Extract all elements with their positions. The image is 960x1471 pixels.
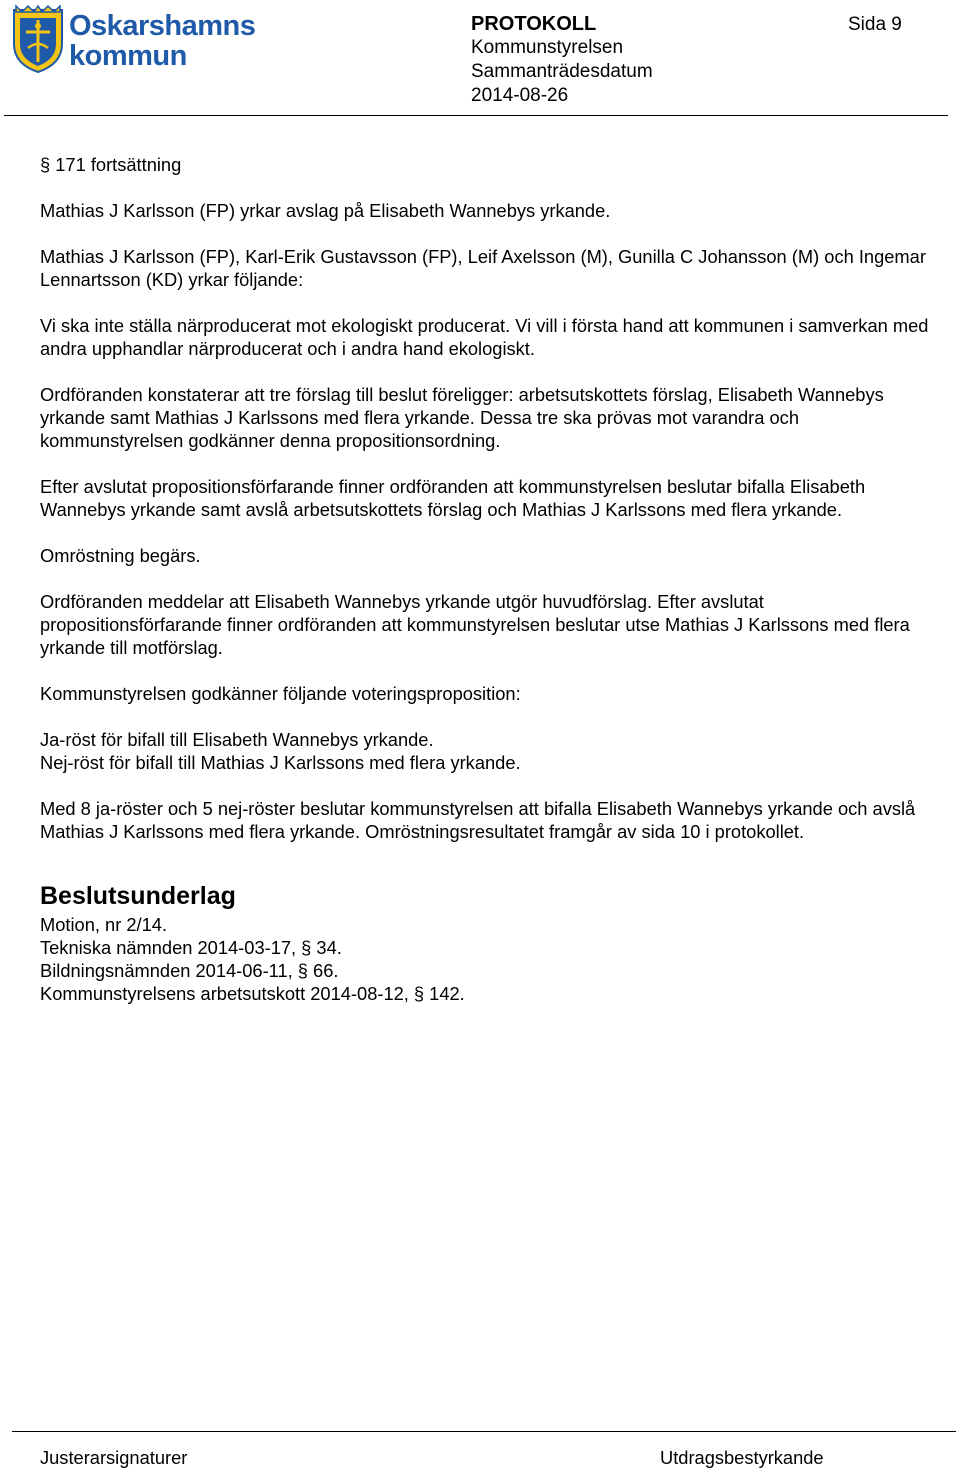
document-header — [471, 12, 653, 108]
section-heading: § 171 fortsättning — [40, 154, 182, 175]
paragraph: Vi ska inte ställa närproducerat mot ekologiskt producerat. Vi vill i första hand att kommunen i samverkan med andra upphandlar närproducerat och i andra hand ekologiskt. — [40, 315, 929, 359]
paragraph: Efter avslutat propositionsförfarande finner ordföranden att kommunstyrelsen beslutar bifalla Elisabeth Wannebys yrkande samt avslå arbetsutskottets förslag och Mathias J Karlssons med flera yrkande. — [40, 476, 866, 520]
basis-heading: Beslutsunderlag — [40, 882, 236, 910]
paragraph: Omröstning begärs. — [40, 545, 201, 566]
organ-name: Kommunstyrelsen — [471, 37, 624, 58]
municipality-logo — [12, 4, 262, 76]
paragraph: Mathias J Karlsson (FP), Karl-Erik Gustavsson (FP), Leif Axelsson (M), Gunilla C Johansson (M) och Ingemar Lennartsson (KD) yrkar följande: — [40, 246, 926, 290]
logo-line-2: kommun — [69, 40, 187, 72]
page-number: Sida 9 — [848, 14, 902, 35]
paragraph: Ordföranden konstaterar att tre förslag till beslut föreligger: arbetsutskottets förslag, Elisabeth Wannebys yrkande samt Mathias J Karlssons med flera yrkande. Dessa tre ska prövas mot varandra och kommunstyrelsen godkänner denna propositionsordning. — [40, 384, 884, 451]
footer-signatures-label: Justerarsignaturer — [40, 1447, 188, 1468]
document-type: PROTOKOLL — [471, 13, 597, 35]
basis-item: Tekniska nämnden 2014-03-17, § 34. — [40, 937, 342, 958]
basis-item: Bildningsnämnden 2014-06-11, § 66. — [40, 960, 339, 981]
vote-proposition — [40, 728, 930, 774]
header-divider — [4, 115, 948, 116]
meeting-date: 2014-08-26 — [471, 85, 569, 106]
vote-ja: Ja-röst för bifall till Elisabeth Wannebys yrkande. — [40, 729, 434, 750]
protocol-body — [40, 153, 930, 1005]
basis-item: Kommunstyrelsens arbetsutskott 2014-08-12, § 142. — [40, 983, 465, 1004]
paragraph: Ordföranden meddelar att Elisabeth Wannebys yrkande utgör huvudförslag. Efter avslutat propositionsförfarande finner ordföranden att kommunstyrelsen beslutar utse Mathias J Karlssons med flera yrkande till motförslag. — [40, 591, 910, 658]
meeting-date-label: Sammanträdesdatum — [471, 61, 653, 82]
logo-line-1: Oskarshamns — [69, 10, 256, 42]
footer-divider — [12, 1431, 956, 1432]
paragraph: Mathias J Karlsson (FP) yrkar avslag på Elisabeth Wannebys yrkande. — [40, 200, 611, 221]
paragraph: Kommunstyrelsen godkänner följande voteringsproposition: — [40, 683, 521, 704]
vote-nej: Nej-röst för bifall till Mathias J Karlssons med flera yrkande. — [40, 752, 521, 773]
basis-list — [40, 913, 930, 1005]
coat-of-arms-icon — [12, 4, 64, 74]
basis-item: Motion, nr 2/14. — [40, 914, 168, 935]
vote-result: Med 8 ja-röster och 5 nej-röster beslutar kommunstyrelsen att bifalla Elisabeth Wannebys yrkande och avslå Mathias J Karlssons med flera yrkande. Omröstningsresultatet framgår av sida 10 i protokollet. — [40, 798, 916, 842]
footer-certification-label: Utdragsbestyrkande — [660, 1447, 824, 1468]
